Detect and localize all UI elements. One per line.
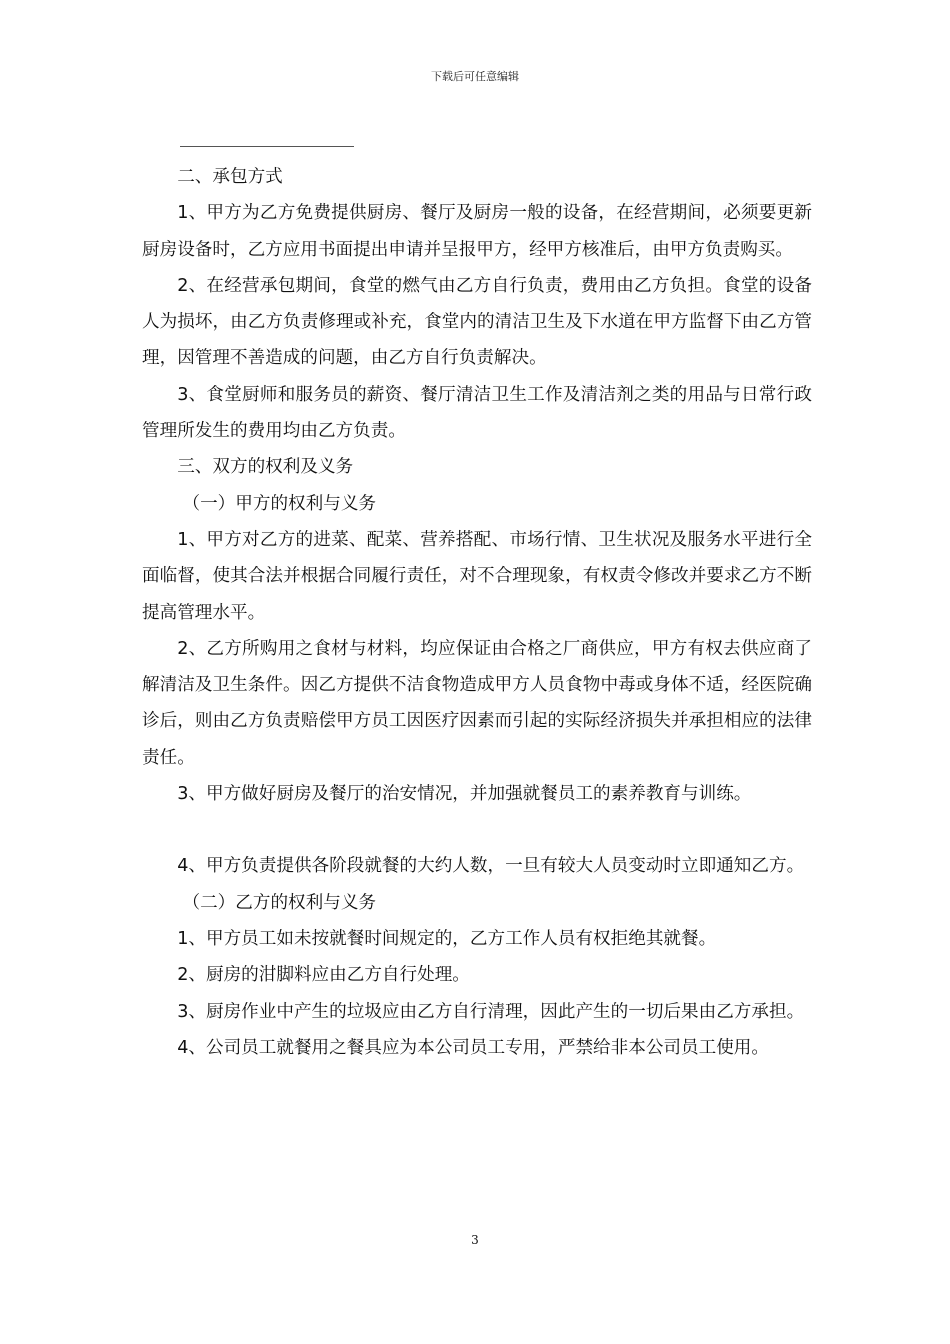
clause-paragraph: 3、甲方做好厨房及餐厅的治安情况，并加强就餐员工的素养教育与训练。	[177, 784, 752, 805]
document-body	[142, 159, 812, 1066]
section-heading-contract-method: 二、承包方式	[177, 167, 283, 187]
blank-line	[142, 812, 812, 848]
page-header-note: 下载后可任意编辑	[431, 70, 519, 83]
clause-paragraph: 2、厨房的泔脚料应由乙方自行处理。	[177, 965, 470, 986]
clause-paragraph: 1、甲方员工如未按就餐时间规定的，乙方工作人员有权拒绝其就餐。	[177, 928, 717, 949]
section-heading-rights-obligations: 三、双方的权利及义务	[177, 457, 354, 478]
clause-paragraph: 4、公司员工就餐用之餐具应为本公司员工专用，严禁给非本公司员工使用。	[177, 1037, 769, 1058]
clause-paragraph: 1、甲方为乙方免费提供厨房、餐厅及厨房一般的设备，在经营期间，必须要更新厨房设备时，乙方应用书面提出申请并呈报甲方，经甲方核准后，由甲方负责购买。	[142, 203, 812, 260]
subsection-heading-party-a: （一）甲方的权利与义务	[182, 493, 377, 514]
clause-paragraph: 3、厨房作业中产生的垃圾应由乙方自行清理，因此产生的一切后果由乙方承担。	[177, 1001, 805, 1022]
clause-paragraph: 2、乙方所购用之食材与材料，均应保证由合格之厂商供应，甲方有权去供应商了解清洁及卫生条件。因乙方提供不洁食物造成甲方人员食物中毒或身体不适，经医院确诊后，则由乙方负责赔偿甲方员工因医疗因素而引起的实际经济损失并承担相应的法律责任。	[142, 638, 812, 768]
separator-line	[180, 146, 354, 147]
clause-paragraph: 3、食堂厨师和服务员的薪资、餐厅清洁卫生工作及清洁剂之类的用品与日常行政管理所发生的费用均由乙方负责。	[142, 384, 812, 442]
clause-paragraph: 4、甲方负责提供各阶段就餐的大约人数，一旦有较大人员变动时立即通知乙方。	[177, 856, 805, 877]
subsection-heading-party-b: （二）乙方的权利与义务	[182, 892, 377, 913]
page-number: 3	[471, 1233, 479, 1247]
clause-paragraph: 2、在经营承包期间，食堂的燃气由乙方自行负责，费用由乙方负担。食堂的设备人为损坏，由乙方负责修理或补充，食堂内的清洁卫生及下水道在甲方监督下由乙方管理，因管理不善造成的问题，由乙方自行负责解决。	[142, 275, 812, 369]
clause-paragraph: 1、甲方对乙方的进菜、配菜、营养搭配、市场行情、卫生状况及服务水平进行全面临督，使其合法并根据合同履行责任，对不合理现象，有权责令修改并要求乙方不断提高管理水平。	[142, 529, 812, 623]
